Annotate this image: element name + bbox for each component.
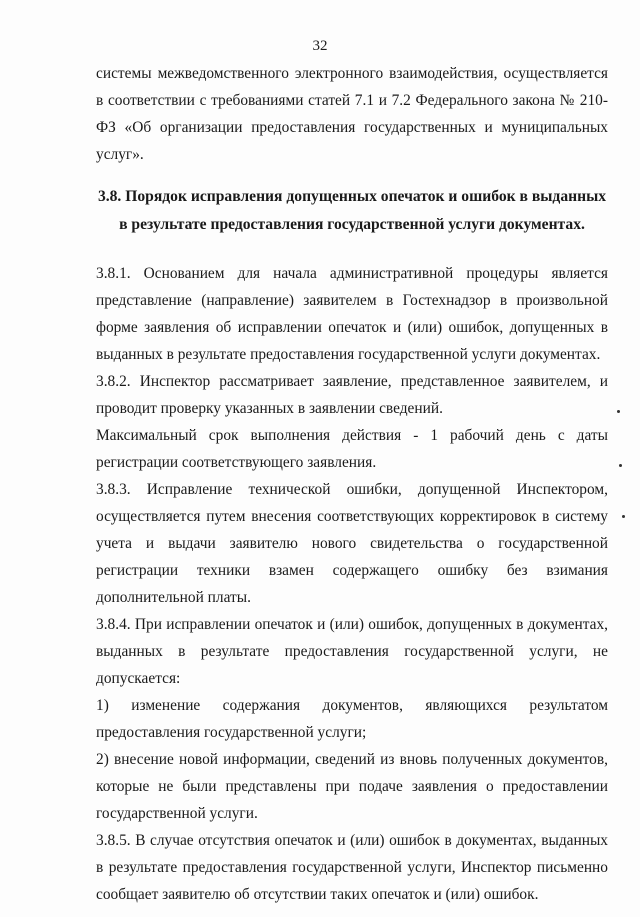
paragraph-3-8-5: 3.8.5. В случае отсутствия опечаток и (или) ошибок в документах, выданных в результате предоставления государственной услуги, Инспектор письменно сообщает заявителю об отсутствии таких опечаток и (или) ошибок. [96, 832, 608, 903]
paragraph-3-8-2: 3.8.2. Инспектор рассматривает заявление, представленное заявителем, и проводит проверку указанных в заявлении сведений. [96, 373, 608, 417]
scan-speck [619, 464, 622, 467]
page-content [96, 60, 608, 908]
paragraph-3-8-3: 3.8.3. Исправление технической ошибки, допущенной Инспектором, осуществляется путем внесения соответствующих корректировок в систему учета и выдачи заявителю нового свидетельства о государственной регистрации техники взамен содержащего ошибку без взимания дополнительной платы. [96, 481, 608, 606]
scan-speck [622, 515, 625, 518]
scan-speck [617, 410, 620, 413]
section-heading: 3.8. Порядок исправления допущенных опечаток и ошибок в выданных в результате предоставления государственной услуги документах. [97, 188, 607, 233]
page-number: 32 [312, 38, 328, 54]
list-item-2: 2) внесение новой информации, сведений из вновь полученных документов, которые не были представлены при подаче заявления о предоставлении государственной услуги. [96, 751, 608, 822]
paragraph-3-8-4: 3.8.4. При исправлении опечаток и (или) ошибок, допущенных в документах, выданных в результате предоставления государственной услуги, не допускается: [96, 616, 608, 687]
paragraph-3-8-1: 3.8.1. Основанием для начала административной процедуры является представление (направление) заявителем в Гостехнадзор в произвольной форме заявления об исправлении опечаток и (или) ошибок, допущенных в выданных в результате предоставления государственной услуги документах. [96, 265, 608, 363]
list-item-1: 1) изменение содержания документов, являющихся результатом предоставления государственной услуги; [96, 697, 608, 741]
paragraph-max-term: Максимальный срок выполнения действия - 1 рабочий день с даты регистрации соответствующего заявления. [96, 427, 608, 471]
paragraph-continued: системы межведомственного электронного взаимодействия, осуществляется в соответствии с требованиями статей 7.1 и 7.2 Федерального закона № 210-ФЗ «Об организации предоставления государственных и муниципальных услуг». [96, 65, 608, 163]
